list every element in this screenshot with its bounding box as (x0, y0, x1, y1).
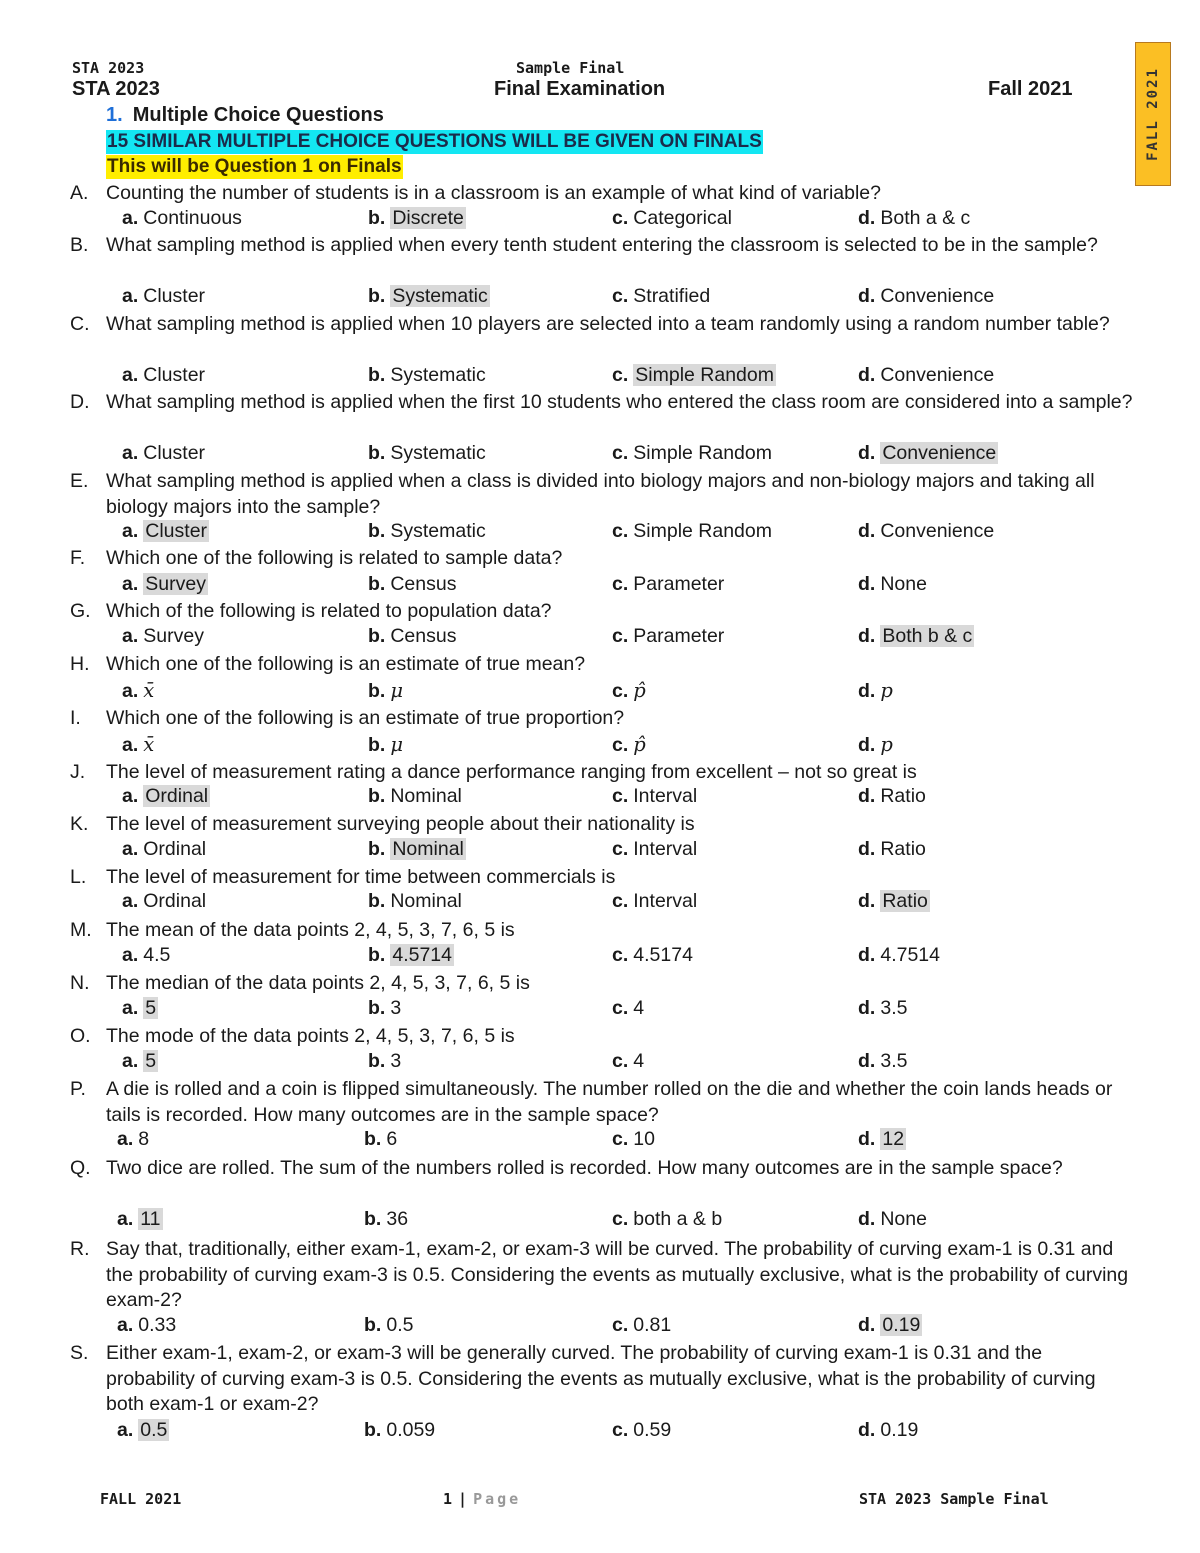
answer-option (858, 624, 974, 650)
answer-option (368, 732, 403, 759)
answer-option (612, 678, 646, 705)
option-letter: a. (122, 785, 139, 807)
option-text: Convenience (880, 364, 995, 386)
header-title: Final Examination (494, 78, 666, 100)
option-text: 6 (386, 1128, 398, 1150)
question-text: Say that, traditionally, either exam-1, exam-2, or exam-3 will be curved. The probability of curving exam-1 is 0.31 and the probability of curving exam-3 is 0.5. Considering the events as mutually exclusive, what is the probability of curving exam-2? (106, 1238, 1129, 1311)
option-letter: d. (858, 520, 876, 542)
option-text: Interval (633, 890, 698, 912)
highlighted-answer: Ratio (882, 890, 928, 912)
question-text: What sampling method is applied when a class is divided into biology majors and non-biology majors and taking all biology majors into the sample? (106, 470, 1095, 518)
question-letter: K. (70, 813, 89, 835)
question-letter: Q. (70, 1157, 91, 1179)
option-text: 0.33 (138, 1314, 177, 1336)
answer-option (858, 284, 994, 310)
question-text: The level of measurement for time between commercials is (106, 866, 616, 888)
answer-option (117, 1418, 169, 1444)
option-text: Both a & c (880, 207, 971, 229)
option-letter: c. (612, 1419, 629, 1441)
option-text: Categorical (633, 207, 732, 229)
question-text: Counting the number of students is in a classroom is an example of what kind of variable? (106, 182, 882, 204)
option-letter: c. (612, 785, 629, 807)
option-text: Nominal (390, 785, 462, 807)
answer-option (122, 572, 208, 598)
question-text: The level of measurement rating a dance performance ranging from excellent – not so great is (106, 761, 917, 783)
option-text: Interval (633, 785, 698, 807)
question-letter: D. (70, 391, 90, 413)
highlighted-answer: 0.5 (140, 1419, 168, 1441)
option-text: 4.7514 (880, 944, 940, 966)
question-text: What sampling method is applied when every tenth student entering the classroom is selected to be in the sample? (106, 234, 1098, 256)
option-text: 3.5 (880, 1050, 908, 1072)
question-letter: L. (70, 866, 87, 888)
answer-option (122, 784, 210, 810)
option-letter: b. (368, 573, 386, 595)
question-letter: B. (70, 234, 89, 256)
answer-option (122, 441, 205, 467)
answer-option (368, 996, 401, 1022)
option-letter: d. (858, 734, 876, 756)
option-letter: b. (368, 680, 386, 702)
highlighted-answer: Discrete (392, 207, 464, 229)
answer-option (368, 837, 466, 863)
option-letter: b. (368, 1050, 386, 1072)
option-text: 0.5 (386, 1314, 414, 1336)
option-letter: d. (858, 625, 876, 647)
option-letter: c. (612, 625, 629, 647)
option-text: 4 (633, 1050, 645, 1072)
answer-option (117, 1127, 149, 1153)
option-letter: a. (122, 838, 139, 860)
option-text: Systematic (390, 364, 486, 386)
option-letter: b. (368, 734, 386, 756)
answer-option (368, 678, 403, 705)
option-text: 3.5 (880, 997, 908, 1019)
option-letter: b. (368, 944, 386, 966)
answer-option (858, 1127, 906, 1153)
option-letter: d. (858, 442, 876, 464)
option-letter: b. (368, 442, 386, 464)
answer-option (858, 996, 907, 1022)
answer-option (364, 1418, 435, 1444)
option-text: both a & b (633, 1208, 723, 1230)
option-text: p (880, 733, 893, 756)
question-letter: J. (70, 761, 86, 783)
option-letter: a. (122, 734, 139, 756)
header-term: Fall 2021 (988, 78, 1073, 100)
option-letter: b. (368, 890, 386, 912)
option-letter: c. (612, 734, 629, 756)
answer-option (364, 1207, 408, 1233)
answer-option (122, 624, 204, 650)
option-text: Stratified (633, 285, 711, 307)
option-letter: b. (368, 285, 386, 307)
question-text: Two dice are rolled. The sum of the numbers rolled is recorded. How many outcomes are in the sample space? (106, 1157, 1063, 1179)
option-text: 8 (138, 1128, 150, 1150)
answer-option (612, 732, 646, 759)
answer-option (858, 1313, 922, 1339)
option-letter: b. (368, 364, 386, 386)
option-text: p̂ (633, 679, 646, 702)
option-text: μ (390, 733, 404, 756)
option-text: None (880, 1208, 927, 1230)
answer-option (122, 206, 242, 232)
answer-option (612, 363, 776, 389)
question-letter: C. (70, 313, 90, 335)
question-text: Which one of the following is related to sample data? (106, 547, 563, 569)
option-text: 4.5 (143, 944, 171, 966)
option-letter: d. (858, 207, 876, 229)
answer-option (364, 1127, 397, 1153)
answer-option (368, 363, 486, 389)
option-text: Nominal (390, 890, 462, 912)
option-text: Systematic (390, 442, 486, 464)
answer-option (612, 284, 710, 310)
option-text: Simple Random (633, 442, 772, 464)
option-text: 0.81 (633, 1314, 672, 1336)
answer-option (368, 624, 456, 650)
question-letter: F. (70, 547, 86, 569)
option-text: Cluster (143, 364, 206, 386)
option-text: Ordinal (143, 838, 207, 860)
footer-course: STA 2023 Sample Final (859, 1490, 1049, 1508)
question-letter: S. (70, 1342, 89, 1364)
option-letter: c. (612, 997, 629, 1019)
option-text: Convenience (880, 520, 995, 542)
answer-option (122, 837, 206, 863)
answer-option (368, 519, 486, 545)
highlighted-answer: Convenience (882, 442, 997, 464)
answer-option (858, 732, 893, 759)
answer-option (612, 1418, 671, 1444)
question-text: The median of the data points 2, 4, 5, 3, 7, 6, 5 is (106, 972, 530, 994)
page-label: Page (473, 1490, 522, 1508)
answer-option (858, 572, 927, 598)
question-text: Either exam-1, exam-2, or exam-3 will be generally curved. The probability of curving exam-1 is 0.31 and the probability of curving exam-3 is 0.5. Considering the events as mutually exclusive, what is the probability of curving both exam-1 or exam-2? (106, 1342, 1096, 1415)
answer-option (122, 1049, 158, 1075)
answer-option (612, 572, 724, 598)
option-text: None (880, 573, 927, 595)
option-text: 36 (386, 1208, 409, 1230)
option-letter: c. (612, 1208, 629, 1230)
option-text: x̄ (143, 679, 155, 702)
highlighted-answer: 5 (145, 997, 157, 1019)
option-letter: b. (368, 207, 386, 229)
answer-option (612, 784, 697, 810)
answer-option (858, 943, 940, 969)
question-letter: N. (70, 972, 90, 994)
option-text: Interval (633, 838, 698, 860)
option-letter: b. (368, 997, 386, 1019)
option-letter: a. (122, 890, 139, 912)
question-text: The mode of the data points 2, 4, 5, 3, 7, 6, 5 is (106, 1025, 515, 1047)
highlighted-answer: Cluster (145, 520, 208, 542)
option-text: Ratio (880, 838, 926, 860)
option-text: 0.19 (880, 1419, 919, 1441)
answer-option (368, 784, 462, 810)
option-text: μ (390, 679, 404, 702)
option-text: 3 (390, 1050, 402, 1072)
option-letter: d. (858, 997, 876, 1019)
answer-option (368, 889, 462, 915)
option-letter: b. (364, 1314, 382, 1336)
answer-option (612, 624, 724, 650)
section-title: Multiple Choice Questions (132, 104, 384, 126)
option-letter: d. (858, 680, 876, 702)
highlighted-answer: Ordinal (145, 785, 209, 807)
answer-option (612, 889, 697, 915)
option-letter: d. (858, 890, 876, 912)
option-text: Survey (143, 625, 204, 647)
option-text: Parameter (633, 573, 725, 595)
option-letter: c. (612, 944, 629, 966)
option-letter: a. (122, 520, 139, 542)
option-letter: d. (858, 285, 876, 307)
option-text: 10 (633, 1128, 655, 1150)
question-letter: R. (70, 1238, 90, 1260)
answer-option (858, 363, 994, 389)
answer-option (122, 943, 170, 969)
option-letter: a. (122, 285, 139, 307)
option-letter: c. (612, 285, 629, 307)
option-text: p̂ (633, 733, 646, 756)
option-letter: b. (364, 1419, 382, 1441)
option-text: Ratio (880, 785, 926, 807)
question-letter: P. (70, 1078, 86, 1100)
answer-option (368, 284, 490, 310)
option-letter: a. (117, 1419, 134, 1441)
header-course-small: STA 2023 (72, 59, 145, 77)
option-text: Ordinal (143, 890, 207, 912)
side-tab (1135, 42, 1171, 186)
answer-option (858, 1418, 918, 1444)
option-letter: c. (612, 207, 629, 229)
question-letter: A. (70, 182, 89, 204)
option-letter: a. (117, 1314, 134, 1336)
side-tab-label: FALL 2021 (1145, 67, 1161, 161)
answer-option (122, 284, 205, 310)
option-text: 4 (633, 997, 645, 1019)
question-letter: G. (70, 600, 91, 622)
option-letter: b. (368, 838, 386, 860)
answer-option (117, 1207, 163, 1233)
answer-option (117, 1313, 176, 1339)
answer-option (612, 943, 693, 969)
option-letter: b. (364, 1208, 382, 1230)
option-letter: c. (612, 1128, 629, 1150)
option-letter: d. (858, 1314, 876, 1336)
option-letter: d. (858, 944, 876, 966)
question-letter: M. (70, 919, 92, 941)
answer-option (122, 678, 154, 705)
option-text: Cluster (143, 442, 206, 464)
footer-term: FALL 2021 (100, 1490, 182, 1508)
option-letter: d. (858, 573, 876, 595)
answer-option (122, 996, 158, 1022)
question-text: Which of the following is related to population data? (106, 600, 552, 622)
option-letter: c. (612, 573, 629, 595)
answer-option (858, 678, 893, 705)
answer-option (364, 1313, 413, 1339)
option-letter: b. (368, 625, 386, 647)
answer-option (858, 441, 998, 467)
answer-option (122, 519, 209, 545)
highlighted-answer: Both b & c (882, 625, 973, 647)
option-letter: c. (612, 838, 629, 860)
section-number: 1. (106, 104, 123, 126)
option-letter: d. (858, 1208, 876, 1230)
answer-option (612, 1127, 655, 1153)
option-letter: a. (122, 364, 139, 386)
answer-option (368, 441, 486, 467)
answer-option (122, 732, 154, 759)
option-letter: c. (612, 1050, 629, 1072)
option-letter: a. (122, 944, 139, 966)
question-letter: O. (70, 1025, 91, 1047)
option-text: Continuous (143, 207, 242, 229)
option-text: Census (390, 573, 457, 595)
option-text: Simple Random (633, 520, 772, 542)
option-letter: a. (122, 1050, 139, 1072)
option-text: Parameter (633, 625, 725, 647)
answer-option (368, 1049, 401, 1075)
option-letter: a. (122, 680, 139, 702)
answer-option (612, 441, 772, 467)
option-letter: a. (117, 1208, 134, 1230)
footer-separator: | (458, 1490, 468, 1508)
answer-option (368, 206, 466, 232)
option-letter: a. (122, 997, 139, 1019)
question-letter: I. (70, 707, 81, 729)
question-text: What sampling method is applied when 10 players are selected into a team randomly using a random number table? (106, 313, 1110, 335)
question-text: Which one of the following is an estimate of true proportion? (106, 707, 625, 729)
question-text: Which one of the following is an estimate of true mean? (106, 653, 586, 675)
answer-option (858, 1049, 907, 1075)
option-letter: d. (858, 1128, 876, 1150)
highlighted-answer: Systematic (392, 285, 488, 307)
highlighted-answer: 0.19 (882, 1314, 921, 1336)
option-text: 4.5174 (633, 944, 693, 966)
option-letter: d. (858, 838, 876, 860)
answer-option (858, 519, 994, 545)
section-heading (106, 104, 384, 127)
option-letter: d. (858, 364, 876, 386)
answer-option (612, 1207, 722, 1233)
answer-option (122, 889, 206, 915)
answer-option (612, 206, 732, 232)
option-letter: a. (122, 442, 139, 464)
option-letter: a. (122, 625, 139, 647)
option-letter: c. (612, 890, 629, 912)
option-letter: b. (368, 520, 386, 542)
option-text: x̄ (143, 733, 155, 756)
answer-option (612, 996, 644, 1022)
option-letter: d. (858, 1419, 876, 1441)
question-text: A die is rolled and a coin is flipped simultaneously. The number rolled on the die and whether the coin lands heads or tails is recorded. How many outcomes are in the sample space? (106, 1078, 1113, 1126)
option-letter: c. (612, 520, 629, 542)
highlighted-answer: Survey (145, 573, 206, 595)
highlight-banner-cyan: 15 SIMILAR MULTIPLE CHOICE QUESTIONS WILL BE GIVEN ON FINALS (107, 131, 762, 152)
highlighted-answer: Nominal (392, 838, 464, 860)
answer-option (368, 943, 454, 969)
option-letter: d. (858, 785, 876, 807)
option-text: p (880, 679, 893, 702)
option-text: Systematic (390, 520, 486, 542)
question-letter: E. (70, 470, 89, 492)
answer-option (612, 1313, 671, 1339)
highlighted-answer: 12 (882, 1128, 905, 1150)
highlighted-answer: Simple Random (635, 364, 774, 386)
highlighted-answer: 5 (145, 1050, 157, 1072)
answer-option (858, 889, 930, 915)
answer-option (858, 1207, 927, 1233)
option-text: 3 (390, 997, 402, 1019)
option-text: Convenience (880, 285, 995, 307)
highlighted-answer: 11 (140, 1208, 161, 1230)
highlighted-answer: 4.5714 (392, 944, 452, 966)
answer-option (858, 837, 926, 863)
option-text: 0.059 (386, 1419, 436, 1441)
highlight-banner-yellow: This will be Question 1 on Finals (107, 156, 402, 177)
option-text: Cluster (143, 285, 206, 307)
question-letter: H. (70, 653, 90, 675)
option-text: Census (390, 625, 457, 647)
option-letter: c. (612, 1314, 629, 1336)
option-letter: a. (122, 573, 139, 595)
header-sample-final: Sample Final (516, 59, 625, 77)
question-text: The level of measurement surveying people about their nationality is (106, 813, 695, 835)
option-letter: a. (117, 1128, 134, 1150)
answer-option (368, 572, 456, 598)
header-course: STA 2023 (72, 78, 160, 100)
answer-option (612, 837, 697, 863)
answer-option (122, 363, 205, 389)
option-letter: c. (612, 364, 629, 386)
option-letter: a. (122, 207, 139, 229)
question-text: What sampling method is applied when the first 10 students who entered the class room are considered into a sample? (106, 391, 1133, 413)
answer-option (858, 784, 926, 810)
footer-page (443, 1490, 521, 1508)
option-letter: d. (858, 1050, 876, 1072)
option-text: 0.59 (633, 1419, 672, 1441)
answer-option (612, 1049, 644, 1075)
question-text: The mean of the data points 2, 4, 5, 3, 7, 6, 5 is (106, 919, 515, 941)
answer-option (612, 519, 772, 545)
option-letter: c. (612, 442, 629, 464)
option-letter: b. (364, 1128, 382, 1150)
option-letter: c. (612, 680, 629, 702)
option-letter: b. (368, 785, 386, 807)
page-number: 1 (443, 1490, 453, 1508)
answer-option (858, 206, 970, 232)
